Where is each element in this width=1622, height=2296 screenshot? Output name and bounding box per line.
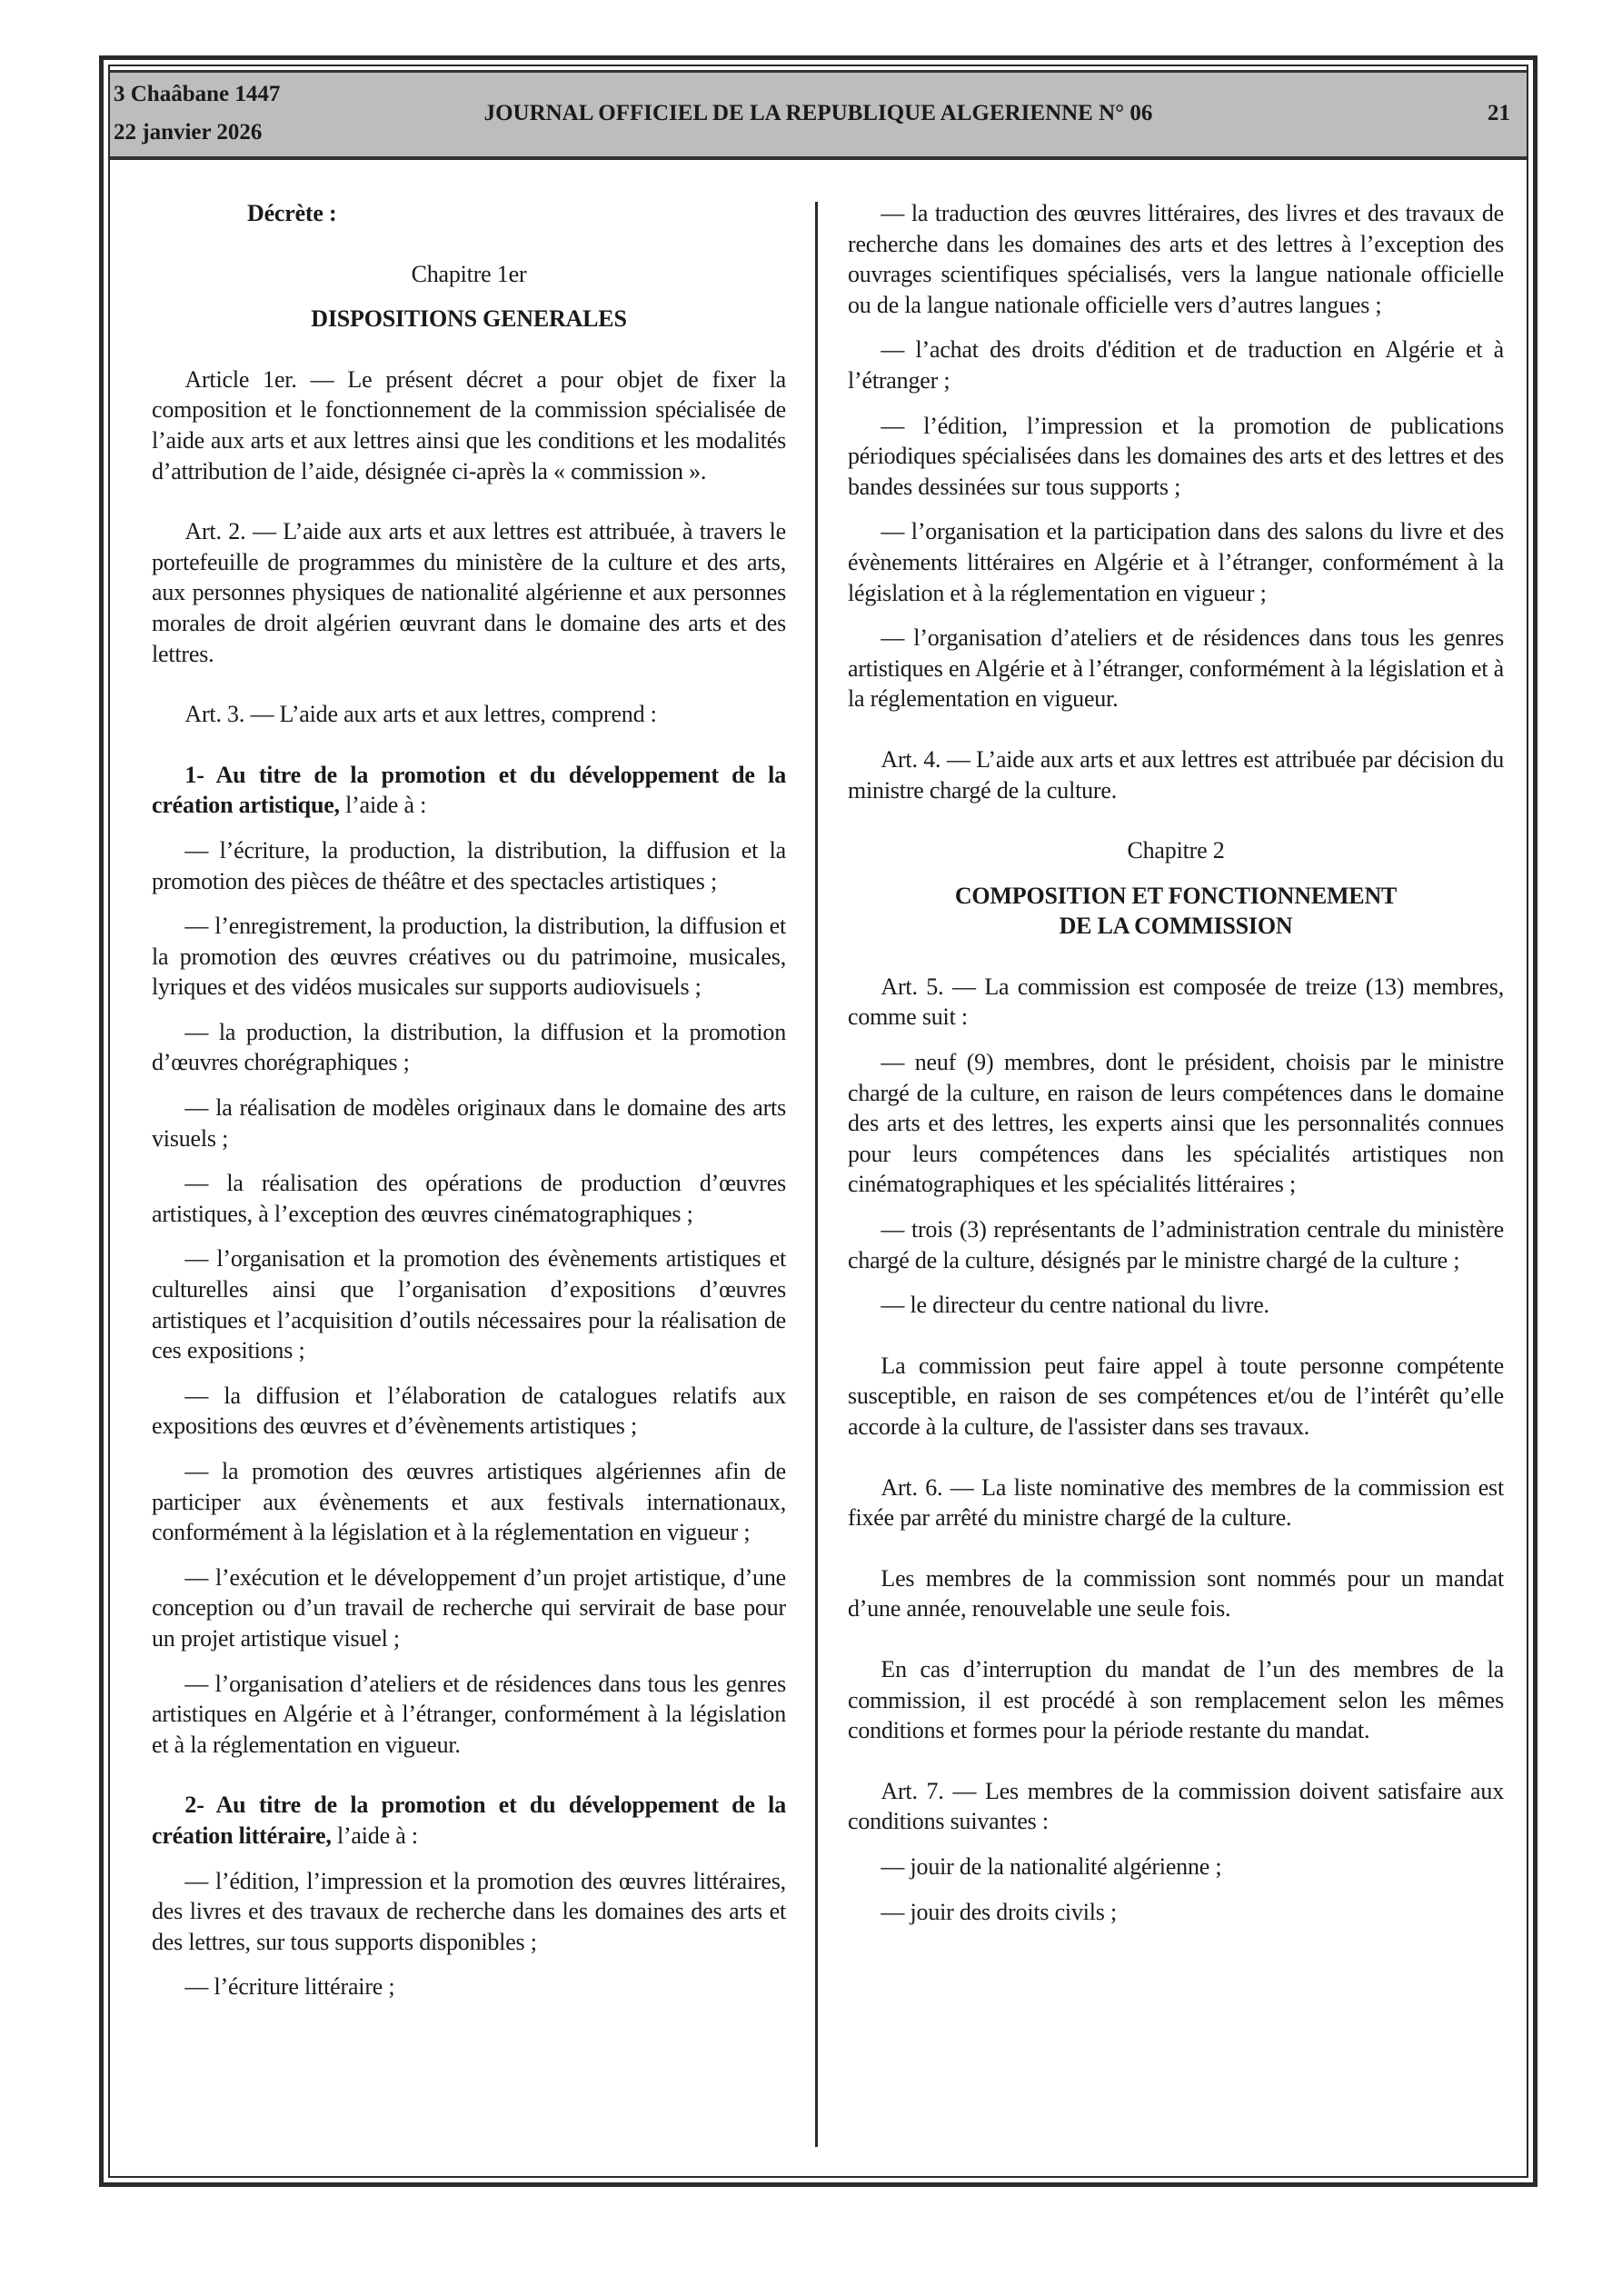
column-divider — [815, 202, 818, 2147]
paragraph: — l’édition, l’impression et la promotion de publications périodiques spécialisées dans les domaines des arts et des lettres et des bandes dessinées sur tous supports ; — [848, 412, 1504, 500]
section-heading: COMPOSITION ET FONCTIONNEMENT — [954, 882, 1398, 909]
paragraph: — l’achat des droits d'édition et de traduction en Algérie et à l’étranger ; — [848, 336, 1504, 394]
paragraph: — le directeur du centre national du livre. — [881, 1292, 1269, 1319]
paragraph: Article 1er. — Le présent décret a pour objet de fixer la composition et le fonctionnement de la commission spécialisée de l’aide aux arts et aux lettres ainsi que les conditions et les modalités d’attribution de l’aide, désignée ci-après la « commission ». — [152, 365, 786, 484]
paragraph: — la diffusion et l’élaboration de catalogues relatifs aux expositions des œuvres et d’évènements artistiques ; — [152, 1382, 786, 1440]
paragraph: — l’exécution et le développement d’un projet artistique, d’une conception ou d’un travail de recherche qui servirait de base pour un projet artistique visuel ; — [152, 1563, 786, 1652]
paragraph: — l’écriture littéraire ; — [184, 1973, 395, 2001]
paragraph: — la promotion des œuvres artistiques algériennes afin de participer aux évènements et aux festivals internationaux, conformément à la législation et à la réglementation en vigueur ; — [152, 1458, 786, 1546]
right-column — [848, 198, 1504, 1927]
paragraph: — trois (3) représentants de l’administration centrale du ministère chargé de la culture, désignés par le ministre chargé de la culture ; — [848, 1216, 1504, 1273]
section-heading: DE LA COMMISSION — [1059, 913, 1293, 940]
decree-heading: Décrète : — [247, 200, 337, 226]
paragraph: — l’organisation et la participation dans des salons du livre et des évènements littéraires en Algérie et à l’étranger, conformément à la législation et à la réglementation en vigueur ; — [848, 518, 1504, 606]
paragraph: — l’enregistrement, la production, la distribution, la diffusion et la promotion des œuvres créatives ou du patrimoine, musicales, lyriques et des vidéos musicales sur supports audiovisuels ; — [152, 913, 786, 1001]
page-number: 21 — [1488, 101, 1510, 125]
gregorian-date: 22 janvier 2026 — [114, 120, 263, 145]
paragraph: — neuf (9) membres, dont le président, choisis par le ministre chargé de la culture, en raison de leurs compétences dans le domaine des arts et des lettres, les experts ainsi que les personnalités connues pour leurs compétences dans les spécialités artistiques non cinématographiques et les spécialités littéraires ; — [848, 1049, 1504, 1198]
paragraph: — l’organisation et la promotion des évènements artistiques et culturelles ainsi que l’organisation d’expositions d’œuvres artistiques et l’acquisition d’outils nécessaires pour la réalisation de ces expositions ; — [152, 1245, 786, 1364]
section-heading: Chapitre 2 — [1127, 837, 1225, 864]
paragraph-bold-lead: 2- Au titre de la promotion et du développement de la création littéraire, — [152, 1792, 786, 1849]
paragraph-bold-lead: 1- Au titre de la promotion et du développement de la création artistique, — [152, 761, 786, 819]
paragraph: Art. 3. — L’aide aux arts et aux lettres, comprend : — [184, 701, 657, 728]
paragraph — [152, 1790, 786, 1851]
paragraph: Art. 6. — La liste nominative des membres de la commission est fixée par arrêté du ministre chargé de la culture. — [848, 1473, 1504, 1532]
paragraph: — l’édition, l’impression et la promotion des œuvres littéraires, des livres et des travaux de recherche dans les domaines des arts et des lettres, sur tous supports disponibles ; — [152, 1867, 786, 1955]
paragraph: — jouir de la nationalité algérienne ; — [881, 1852, 1222, 1880]
journal-title: JOURNAL OFFICIEL DE LA REPUBLIQUE ALGERIENNE N° 06 — [483, 101, 1153, 125]
paragraph: — l’organisation d’ateliers et de résidences dans tous les genres artistiques en Algérie et à l’étranger, conformément à la législation et à la réglementation en vigueur. — [152, 1670, 786, 1758]
paragraph: — jouir des droits civils ; — [881, 1898, 1118, 1925]
journal-header — [110, 70, 1527, 160]
paragraph: — la production, la distribution, la diffusion et la promotion d’œuvres chorégraphiques ; — [152, 1018, 786, 1076]
paragraph — [152, 760, 786, 821]
paragraph: — l’écriture, la production, la distribution, la diffusion et la promotion des pièces de théâtre et des spectacles artistiques ; — [152, 836, 786, 894]
left-column — [152, 198, 786, 2002]
paragraph: Art. 5. — La commission est composée de treize (13) membres, comme suit : — [848, 973, 1504, 1031]
paragraph: Les membres de la commission sont nommés pour un mandat d’une année, renouvelable une seule fois. — [848, 1564, 1504, 1622]
paragraph: — la réalisation de modèles originaux dans le domaine des arts visuels ; — [152, 1094, 786, 1152]
paragraph: Art. 2. — L’aide aux arts et aux lettres est attribuée, à travers le portefeuille de programmes du ministère de la culture et des arts, aux personnes physiques de nationalité algérienne et aux personnes morales de droit algérien œuvrant dans le domaine des arts et des lettres. — [152, 518, 786, 667]
section-heading: DISPOSITIONS GENERALES — [311, 305, 627, 333]
paragraph: — la traduction des œuvres littéraires, des livres et des travaux de recherche dans les domaines des arts et des lettres à l’exception des ouvrages scientifiques spécialisés, vers la langue nationale officielle ou de la langue nationale officielle vers d’autres langues ; — [848, 200, 1504, 318]
paragraph-text: l’aide à : — [339, 792, 427, 819]
paragraph: Art. 7. — Les membres de la commission doivent satisfaire aux conditions suivantes : — [848, 1777, 1504, 1835]
paragraph: — l’organisation d’ateliers et de résidences dans tous les genres artistiques en Algérie et à l’étranger, conformément à la législation et à la réglementation en vigueur. — [848, 624, 1504, 713]
section-heading: Chapitre 1er — [411, 260, 527, 287]
paragraph: La commission peut faire appel à toute personne compétente susceptible, en raison de ses compétences et/ou de l’intérêt qu’elle accorde à la culture, de l'assister dans ses travaux. — [848, 1352, 1504, 1440]
paragraph: En cas d’interruption du mandat de l’un des membres de la commission, il est procédé à son remplacement selon les mêmes conditions et formes pour la période restante du mandat. — [848, 1655, 1504, 1744]
paragraph-text: l’aide à : — [331, 1822, 418, 1849]
paragraph: — la réalisation des opérations de production d’œuvres artistiques, à l’exception des œuvres cinématographiques ; — [152, 1170, 786, 1227]
hijri-date: 3 Chaâbane 1447 — [114, 82, 281, 106]
paragraph: Art. 4. — L’aide aux arts et aux lettres est attribuée par décision du ministre chargé de la culture. — [848, 745, 1504, 804]
